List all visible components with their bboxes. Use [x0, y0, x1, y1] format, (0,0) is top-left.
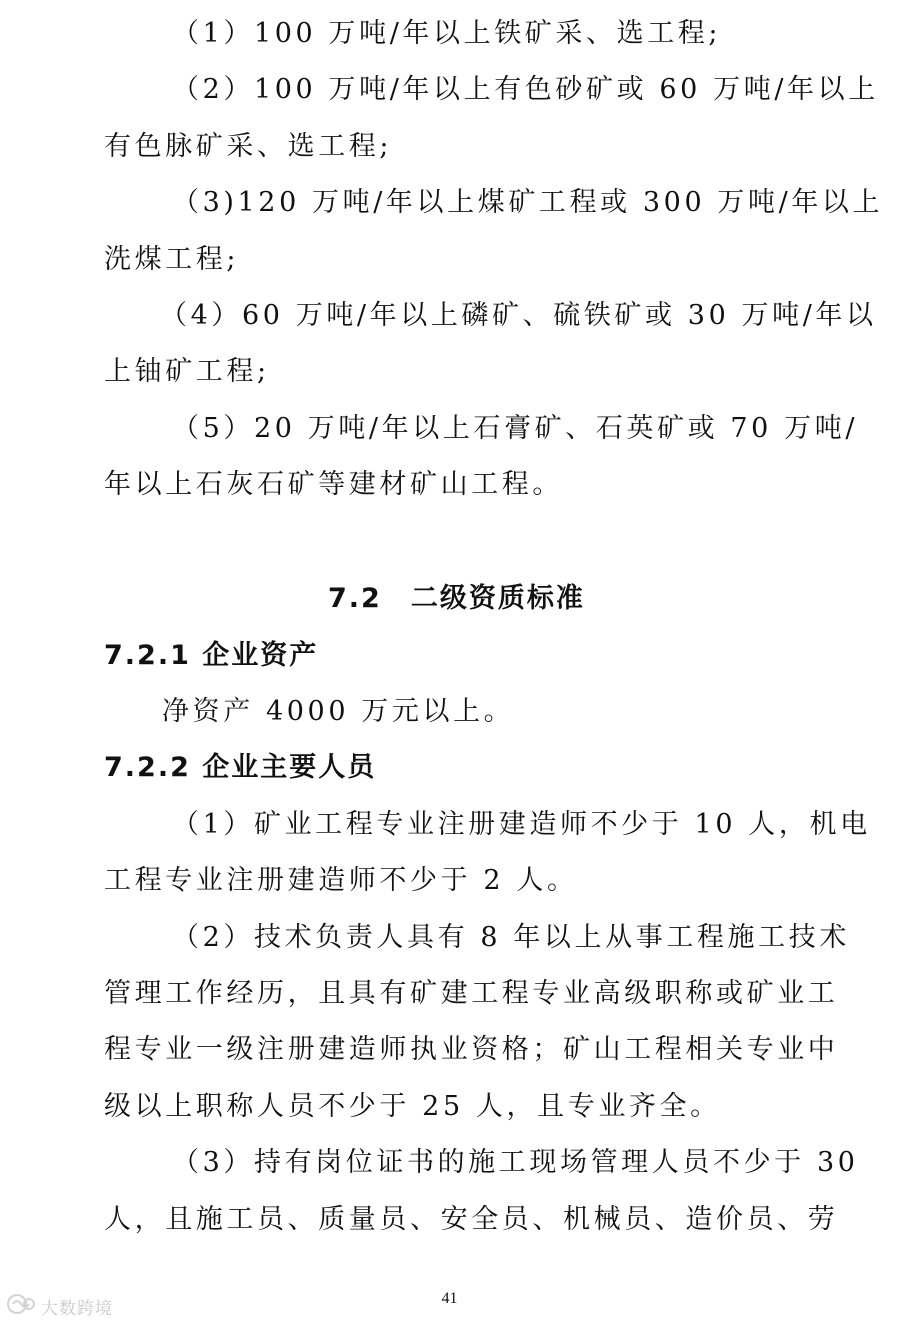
- subsection-heading-personnel: 7.2.2 企业主要人员: [104, 752, 377, 783]
- list-item-4: （4）60 万吨/年以上磷矿、硫铁矿或 30 万吨/年以: [160, 300, 877, 331]
- personnel-item-1: （1）矿业工程专业注册建造师不少于 10 人，机电: [172, 809, 871, 840]
- personnel-item-1-continued: 工程专业注册建造师不少于 2 人。: [104, 865, 578, 896]
- list-item-2-continued: 有色脉矿采、选工程;: [104, 131, 393, 162]
- list-item-4-continued: 上铀矿工程;: [104, 356, 270, 387]
- watermark: [6, 1293, 113, 1319]
- subsection-heading-assets: 7.2.1 企业资产: [104, 640, 319, 671]
- list-item-5: （5）20 万吨/年以上石膏矿、石英矿或 70 万吨/: [172, 413, 859, 444]
- watermark-text: 大数跨境: [41, 1298, 113, 1319]
- watermark-logo-icon: [6, 1293, 36, 1319]
- list-item-1: （1）100 万吨/年以上铁矿采、选工程;: [172, 18, 722, 49]
- list-item-3-continued: 洗煤工程;: [104, 244, 240, 275]
- section-heading: 7.2 二级资质标准: [328, 583, 585, 614]
- list-item-5-continued: 年以上石灰石矿等建材矿山工程。: [104, 469, 563, 500]
- personnel-item-2-continued: 管理工作经历，且具有矿建工程专业高级职称或矿业工: [104, 978, 839, 1009]
- list-item-3: （3)120 万吨/年以上煤矿工程或 300 万吨/年以上: [172, 187, 884, 218]
- personnel-item-2: （2）技术负责人具有 8 年以上从事工程施工技术: [172, 922, 850, 953]
- list-item-2: （2）100 万吨/年以上有色砂矿或 60 万吨/年以上: [172, 74, 879, 105]
- personnel-item-2-continued: 程专业一级注册建造师执业资格；矿山工程相关专业中: [104, 1034, 839, 1065]
- personnel-item-2-continued: 级以上职称人员不少于 25 人，且专业齐全。: [104, 1091, 721, 1122]
- assets-text: 净资产 4000 万元以上。: [162, 696, 515, 727]
- personnel-item-3: （3）持有岗位证书的施工现场管理人员不少于 30: [172, 1147, 859, 1178]
- page-number: 41: [441, 1290, 458, 1307]
- personnel-item-3-continued: 人，且施工员、质量员、安全员、机械员、造价员、劳: [104, 1204, 839, 1235]
